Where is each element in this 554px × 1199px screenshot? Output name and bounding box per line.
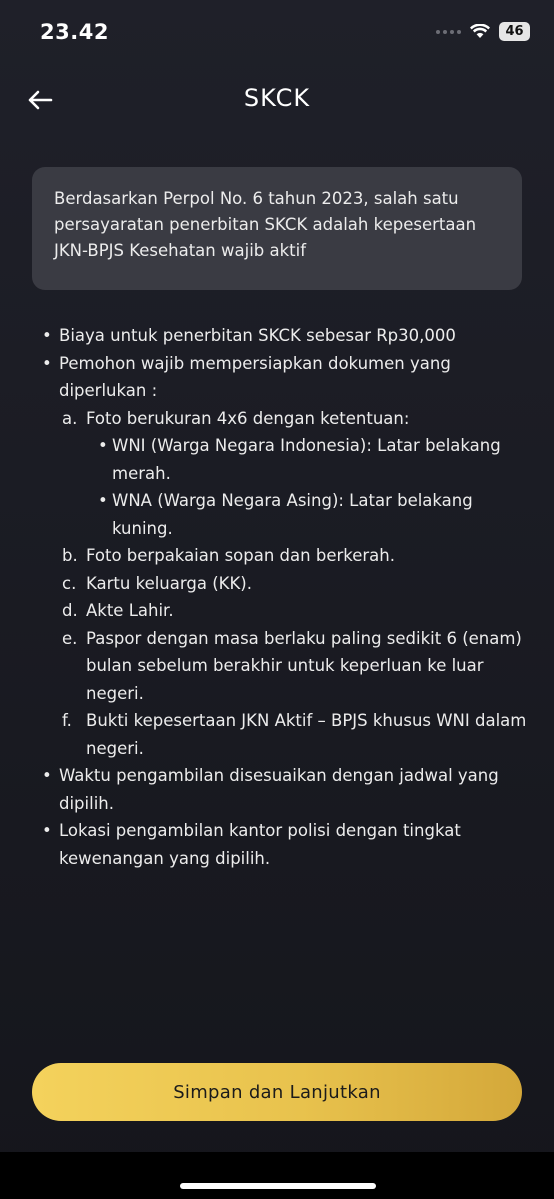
requirement-item bbox=[42, 625, 532, 708]
requirement-item bbox=[42, 707, 532, 762]
list-marker: • bbox=[98, 491, 108, 510]
requirement-text: Lokasi pengambilan kantor polisi dengan tingkat kewenangan yang dipilih. bbox=[59, 821, 461, 868]
status-bar bbox=[0, 0, 554, 64]
requirement-text: Bukti kepesertaan JKN Aktif – BPJS khusus WNI dalam negeri. bbox=[86, 711, 527, 758]
requirement-item bbox=[42, 762, 532, 817]
requirement-item bbox=[42, 432, 532, 487]
app-header bbox=[0, 70, 554, 130]
list-marker: • bbox=[42, 326, 52, 345]
page-title: SKCK bbox=[243, 84, 311, 112]
requirement-item bbox=[42, 570, 532, 598]
requirement-text: Kartu keluarga (KK). bbox=[86, 573, 252, 593]
requirement-item bbox=[42, 405, 532, 433]
list-marker: • bbox=[98, 436, 108, 455]
home-indicator[interactable] bbox=[180, 1183, 376, 1189]
requirement-text: Waktu pengambilan disesuaikan dengan jadwal yang dipilih. bbox=[59, 766, 499, 813]
requirement-text: Foto berukuran 4x6 dengan ketentuan: bbox=[86, 408, 410, 428]
list-marker: a. bbox=[62, 408, 78, 428]
requirement-text: Paspor dengan masa berlaku paling sedikit 6 (enam) bulan sebelum berakhir untuk keperluan ke luar negeri. bbox=[86, 628, 522, 703]
list-marker: • bbox=[42, 821, 52, 840]
requirement-text: Biaya untuk penerbitan SKCK sebesar Rp30,000 bbox=[59, 326, 456, 345]
wifi-icon bbox=[470, 24, 490, 39]
requirements-list bbox=[42, 322, 532, 872]
save-continue-button[interactable]: Simpan dan Lanjutkan bbox=[32, 1063, 522, 1121]
requirement-item bbox=[42, 322, 532, 350]
status-icons bbox=[436, 22, 530, 41]
list-marker: c. bbox=[62, 573, 77, 593]
status-time: 23.42 bbox=[40, 20, 109, 44]
requirement-item bbox=[42, 350, 532, 405]
list-marker: f. bbox=[62, 711, 72, 730]
requirement-item bbox=[42, 487, 532, 542]
requirement-text: Akte Lahir. bbox=[86, 601, 174, 620]
list-marker: d. bbox=[62, 601, 78, 620]
info-notice bbox=[32, 167, 522, 290]
list-marker: • bbox=[42, 766, 52, 785]
battery-icon: 46 bbox=[499, 22, 530, 41]
list-marker: • bbox=[42, 353, 52, 373]
requirement-item bbox=[42, 542, 532, 570]
requirement-text: Foto berpakaian sopan dan berkerah. bbox=[86, 546, 395, 565]
requirement-item bbox=[42, 597, 532, 625]
bottom-bar bbox=[0, 1152, 554, 1199]
requirement-item bbox=[42, 817, 532, 872]
cellular-signal-icon bbox=[436, 30, 461, 34]
list-marker: e. bbox=[62, 628, 78, 648]
list-marker: b. bbox=[62, 546, 78, 565]
info-notice-text: Berdasarkan Perpol No. 6 tahun 2023, salah satu persayaratan penerbitan SKCK adalah kepesertaan JKN-BPJS Kesehatan wajib aktif bbox=[54, 189, 477, 260]
requirement-text: WNA (Warga Negara Asing): Latar belakang kuning. bbox=[112, 491, 473, 538]
requirement-text: Pemohon wajib mempersiapkan dokumen yang diperlukan : bbox=[59, 353, 451, 400]
requirement-text: WNI (Warga Negara Indonesia): Latar belakang merah. bbox=[112, 436, 501, 483]
